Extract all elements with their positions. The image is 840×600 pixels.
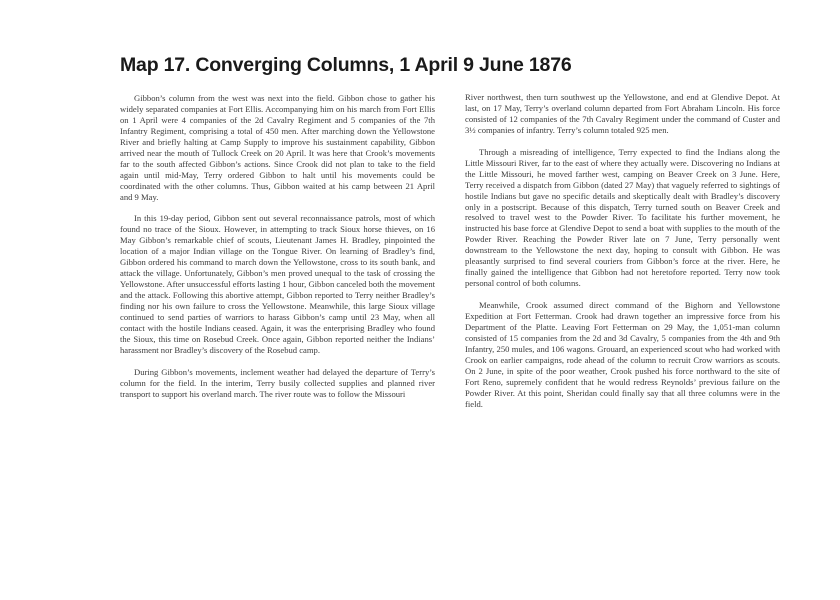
paragraph-crook-command: Meanwhile, Crook assumed direct command of the Bighorn and Yellowstone Expedition at Fort Fetterman. Crook had drawn together an impressive force from his Department of the Platte. Leaving Fort Fetterman on 29 May, the 1,051-man column consisted of 15 companies from the 2d and 3d Cavalry, 5 companies from the 4th and 9th Infantry, 250 mules, and 106 wagons. Grouard, an experienced scout who had worked with Crook on earlier campaigns, rode ahead of the column to recruit Crow warriors as scouts. On 2 June, in spite of the poor weather, Crook pushed his force northward to the site of Fort Reno, supremely confident that he would redress Reynolds’ previous failure on the Powder River. At this point, Sheridan could finally say that all three columns were in the field. — [465, 300, 780, 409]
paragraph-reconnaissance: In this 19-day period, Gibbon sent out several reconnaissance patrols, most of which found no trace of the Sioux. However, in attempting to track Sioux horse thieves, on 16 May Gibbon’s remarkable chief of scouts, Lieutenant James H. Bradley, pinpointed the location of a major Indian village on the Tongue River. On learning of Bradley’s find, Gibbon ordered his command to march down the Yellowstone, cross to its south bank, and attack the village. Unfortunately, Gibbon’s men proved unequal to the task of crossing the Yellowstone. After unsuccessful efforts lasting 1 hour, Gibbon canceled both the movement and the attack. Following this abortive attempt, Gibbon reported to Terry neither Bradley’s finding nor his own failure to cross the Yellowstone. Meanwhile, this large Sioux village continued to send parties of warriors to harass Gibbon’s camp until 23 May, when all contact with the hostile Indians ceased. Again, it was the enterprising Bradley who found the Sioux, this time on Rosebud Creek. Once again, Gibbon reported neither the Indians’ harassment nor Bradley’s discovery of the Rosebud camp. — [120, 213, 435, 355]
left-text-column — [120, 93, 435, 411]
right-text-column — [465, 92, 780, 421]
paragraph-gibbon-column: Gibbon’s column from the west was next into the field. Gibbon chose to gather his widely separated companies at Fort Ellis. Accompanying him on his march from Fort Ellis on 1 April were 4 companies of the 2d Cavalry Regiment and 5 companies of the 7th Infantry Regiment, comprising a total of 450 men. After marching down the Yellowstone River and briefly halting at Camp Supply to improve his sustainment capability, Gibbon arrived near the mouth of Tullock Creek on 20 April. It was here that Crook’s movements far to the south affected Gibbon’s actions. Since Crook did not plan to take to the field again until mid-May, Terry ordered Gibbon to halt until his movements could be coordinated with the other columns. Thus, Gibbon waited at his camp between 21 April and 9 May. — [120, 93, 435, 202]
paragraph-continuation: River northwest, then turn southwest up the Yellowstone, and end at Glendive Depot. At last, on 17 May, Terry’s overland column departed from Fort Abraham Lincoln. His force consisted of 12 companies of the 7th Cavalry Regiment under the command of Custer and 3½ companies of infantry. Terry’s column totaled 925 men. — [465, 92, 780, 135]
paragraph-terry-delay: During Gibbon’s movements, inclement weather had delayed the departure of Terry’s column for the field. In the interim, Terry busily collected supplies and planned river transport to support his overland march. The river route was to follow the Missouri — [120, 366, 435, 399]
paragraph-terry-intelligence: Through a misreading of intelligence, Terry expected to find the Indians along the Little Missouri River, far to the east of where they actually were. Discovering no Indians at the Little Missouri, he moved farther west, camping on Beaver Creek on 3 June. Here, Terry received a dispatch from Gibbon (dated 27 May) that vaguely referred to sightings of hostile Indians but gave no specific details and skeptically dealt with Bradley’s discovery only in a postscript. Because of this dispatch, Terry turned south on Beaver Creek and resolved to travel west to the Powder River. To facilitate his further movement, he instructed his base force at Glendive Depot to send a boat with supplies to the mouth of the Powder River. Reaching the Powder River late on 7 June, Terry personally went downstream to the Yellowstone the next day, hoping to consult with Gibbon. He was pleasantly surprised to find several couriers from Gibbon’s force at the river. Here, he finally gained the intelligence that Gibbon had not heretofore reported. Terry now took personal control of both columns. — [465, 146, 780, 289]
page-title: Map 17. Converging Columns, 1 April 9 June 1876 — [120, 54, 572, 76]
